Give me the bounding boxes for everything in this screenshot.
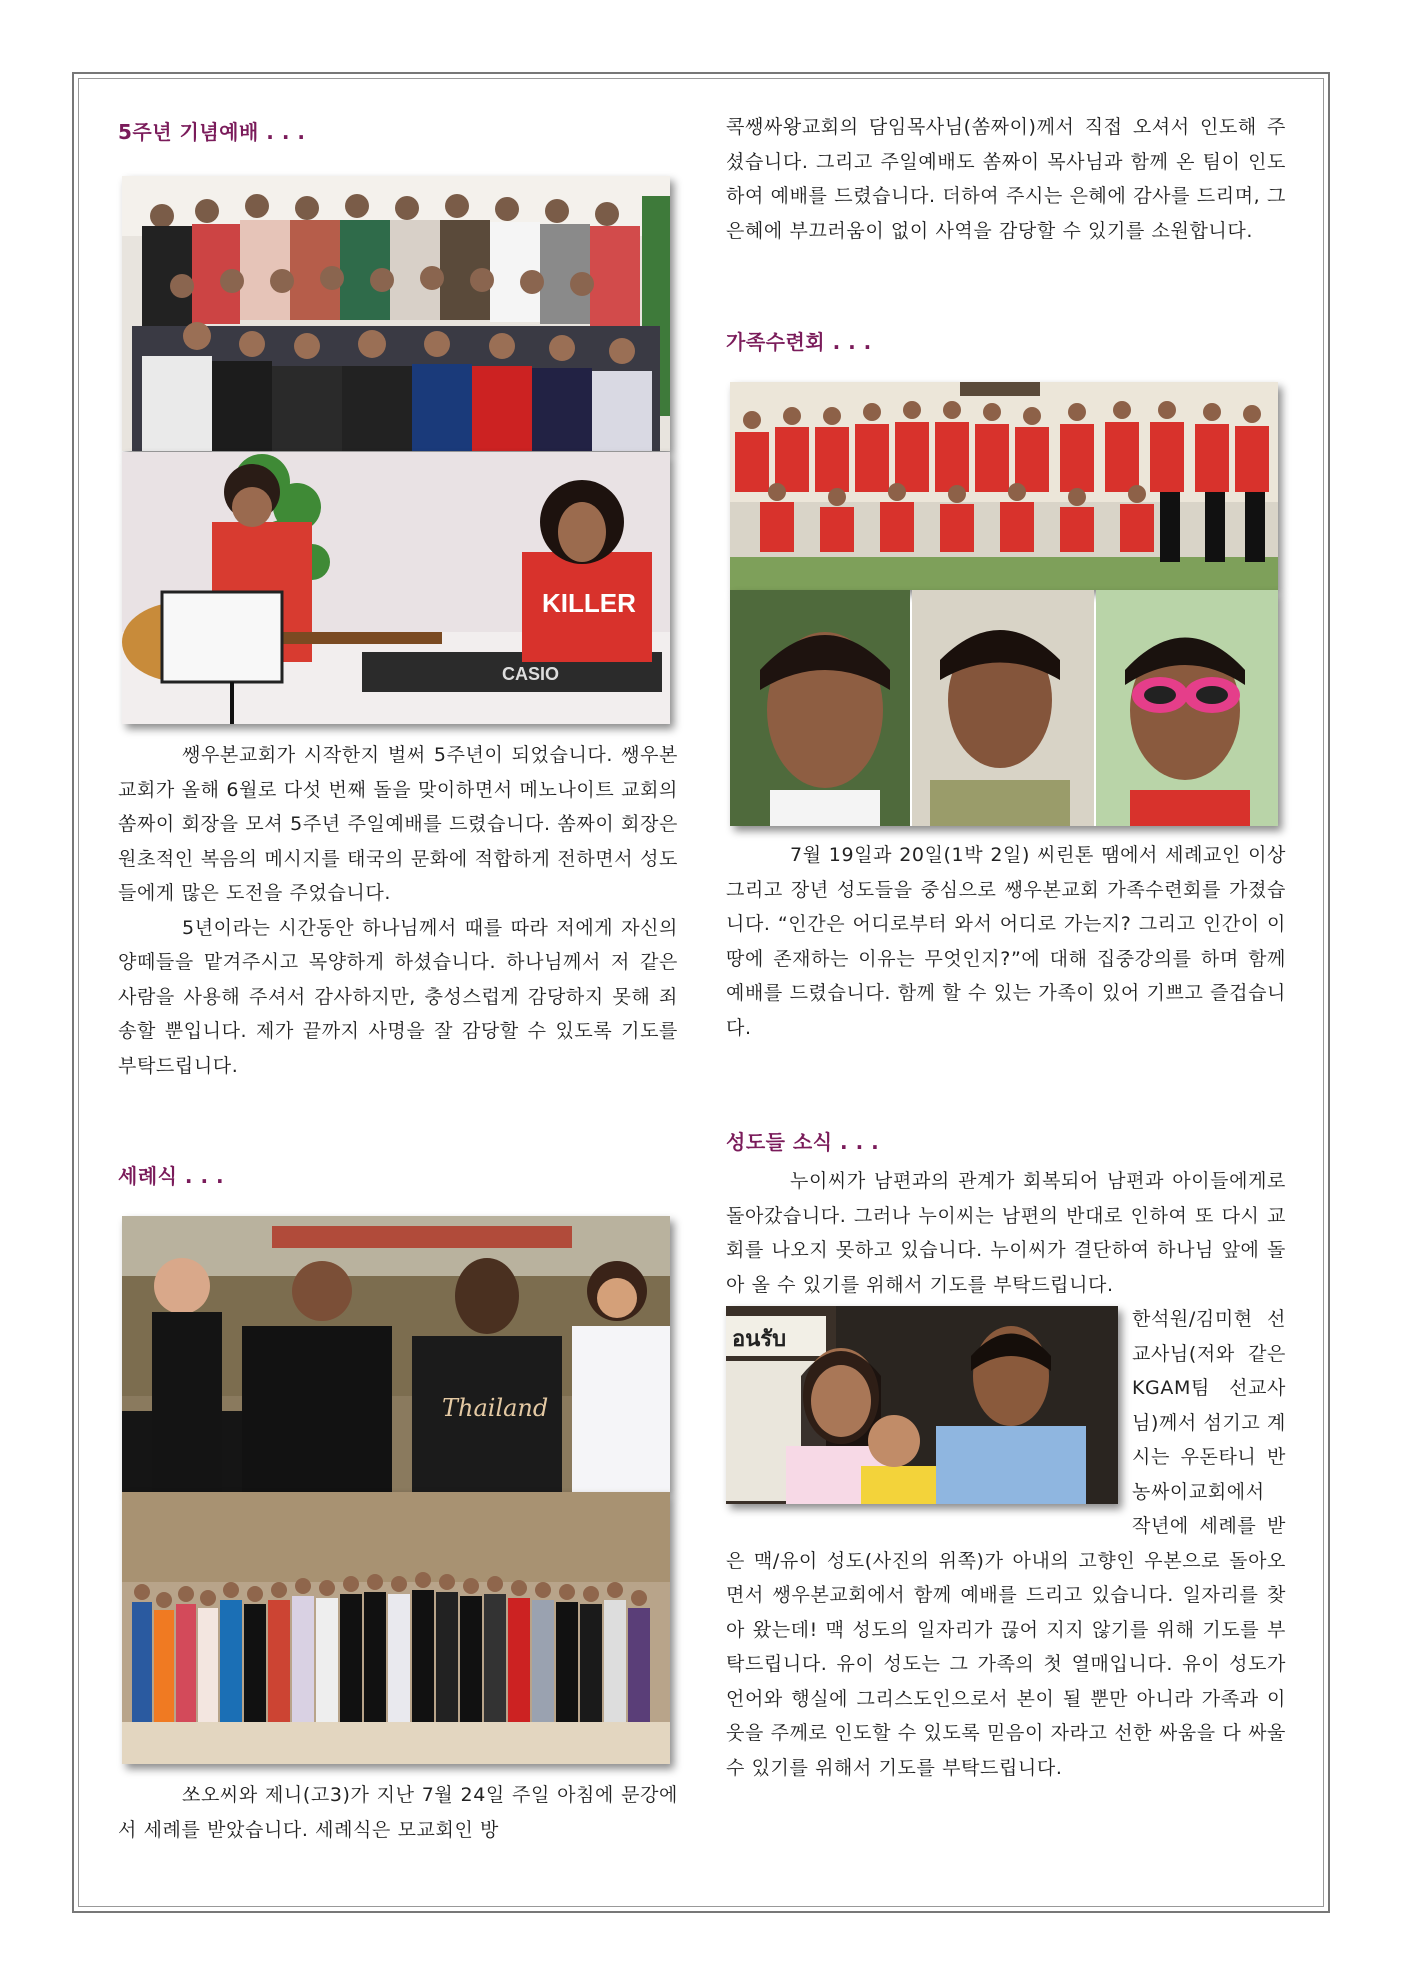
baptism-four-people-photo	[122, 1216, 670, 1492]
killer-shirt-label: KILLER	[542, 588, 636, 618]
member-news-paragraph-2: 한석원/김미현 선교사님(저와 같은 KGAM팀 선교사님)께서 섬기고 계시는 우돈타니 반농싸이교회에서 작년에 세례를 받은 맥/유이 성도(사진의 위쪽)가 아내의 고향인 우본으로 돌아오면서 쌩우본교회에서 함께 예배를 드리고 있습니다. 일자리를 찾아 왔는데! 맥 성도의 일자리가 끊어 지지 않기를 위해 기도를 부탁드립니다. 유이 성도는 그 가족의 첫 열매입니다. 유이 성도가 언어와 행실에 그리스도인으로서 본이 될 뿐만 아니라 가족과 이웃을 주께로 인도할 수 있도록 믿음이 자라고 선한 싸움을 다 싸울 수 있기를 위해서 기도를 부탁드립니다.	[726, 1308, 1286, 1779]
section-heading-baptism: 세례식 . . .	[118, 1164, 225, 1188]
worship-musicians-photo	[122, 452, 670, 724]
anniversary-paragraph-2: 5년이라는 시간동안 하나님께서 때를 따라 저에게 자신의 양떼들을 맡겨주시고 목양하게 하셨습니다. 하나님께서 저 같은 사람을 사용해 주셔서 감사하지만, 충성스럽게 감당하지 못해 죄송할 뿐입니다. 제가 끝까지 사명을 잘 감당할 수 있도록 기도를 부탁드립니다.	[118, 916, 678, 1077]
section-heading-anniversary: 5주년 기념예배 . . .	[118, 120, 306, 144]
section-heading-member-news: 성도들 소식 . . .	[726, 1130, 880, 1154]
baptism-paragraph: 쏘오씨와 제니(고3)가 지난 7월 24일 주일 아침에 문강에서 세례를 받았습니다. 세례식은 모교회인 방	[118, 1784, 678, 1841]
anniversary-group-photo	[122, 176, 670, 451]
family-retreat-group-photo	[730, 382, 1278, 590]
family-retreat-paragraph: 7월 19일과 20일(1박 2일) 씨린톤 땜에서 세례교인 이상 그리고 장년 성도들을 중심으로 쌩우본교회 가족수련회를 가졌습니다. “인간은 어디로부터 와서 어디로 가는지? 그리고 인간이 이 땅에 존재하는 이유는 무엇인지?”에 대해 집중강의를 하며 함께 예배를 드렸습니다. 함께 할 수 있는 가족이 있어 기쁘고 즐겁습니다.	[726, 844, 1286, 1039]
anniversary-paragraph-1: 쌩우본교회가 시작한지 벌써 5주년이 되었습니다. 쌩우본교회가 올해 6월로 다섯 번째 돌을 맞이하면서 메노나이트 교회의 쏨짜이 회장을 모셔 5주년 주일예배를 드렸습니다. 쏨짜이 회장은 원초적인 복음의 메시지를 태국의 문화에 적합하게 전하면서 성도들에게 많은 도전을 주었습니다.	[118, 744, 678, 904]
mac-yui-family-photo	[726, 1306, 1118, 1504]
member-news-paragraph-1: 누이씨가 남편과의 관계가 회복되어 남편과 아이들에게로 돌아갔습니다. 그러나 누이씨는 남편의 반대로 인하여 또 다시 교회를 나오지 못하고 있습니다. 누이씨가 결단하여 하나님 앞에 돌아 올 수 있기를 위해서 기도를 부탁드립니다.	[726, 1170, 1286, 1296]
family-retreat-portraits-photo	[730, 590, 1278, 826]
section-heading-family-retreat: 가족수련회 . . .	[726, 330, 872, 354]
baptism-group-riverside-photo	[122, 1492, 670, 1764]
casio-label: CASIO	[502, 664, 560, 684]
thailand-shirt-label: Thailand	[442, 1394, 549, 1422]
thai-sign-label: อนรับ	[732, 1327, 787, 1352]
baptism-continuation-paragraph: 콕쌩싸왕교회의 담임목사님(쏨짜이)께서 직접 오셔서 인도해 주셨습니다. 그리고 주일예배도 쏨짜이 목사님과 함께 온 팀이 인도하여 예배를 드렸습니다. 더하여 주시는 은혜에 감사를 드리며, 그 은혜에 부끄러움이 없이 사역을 감당할 수 있기를 소원합니다.	[726, 116, 1286, 242]
